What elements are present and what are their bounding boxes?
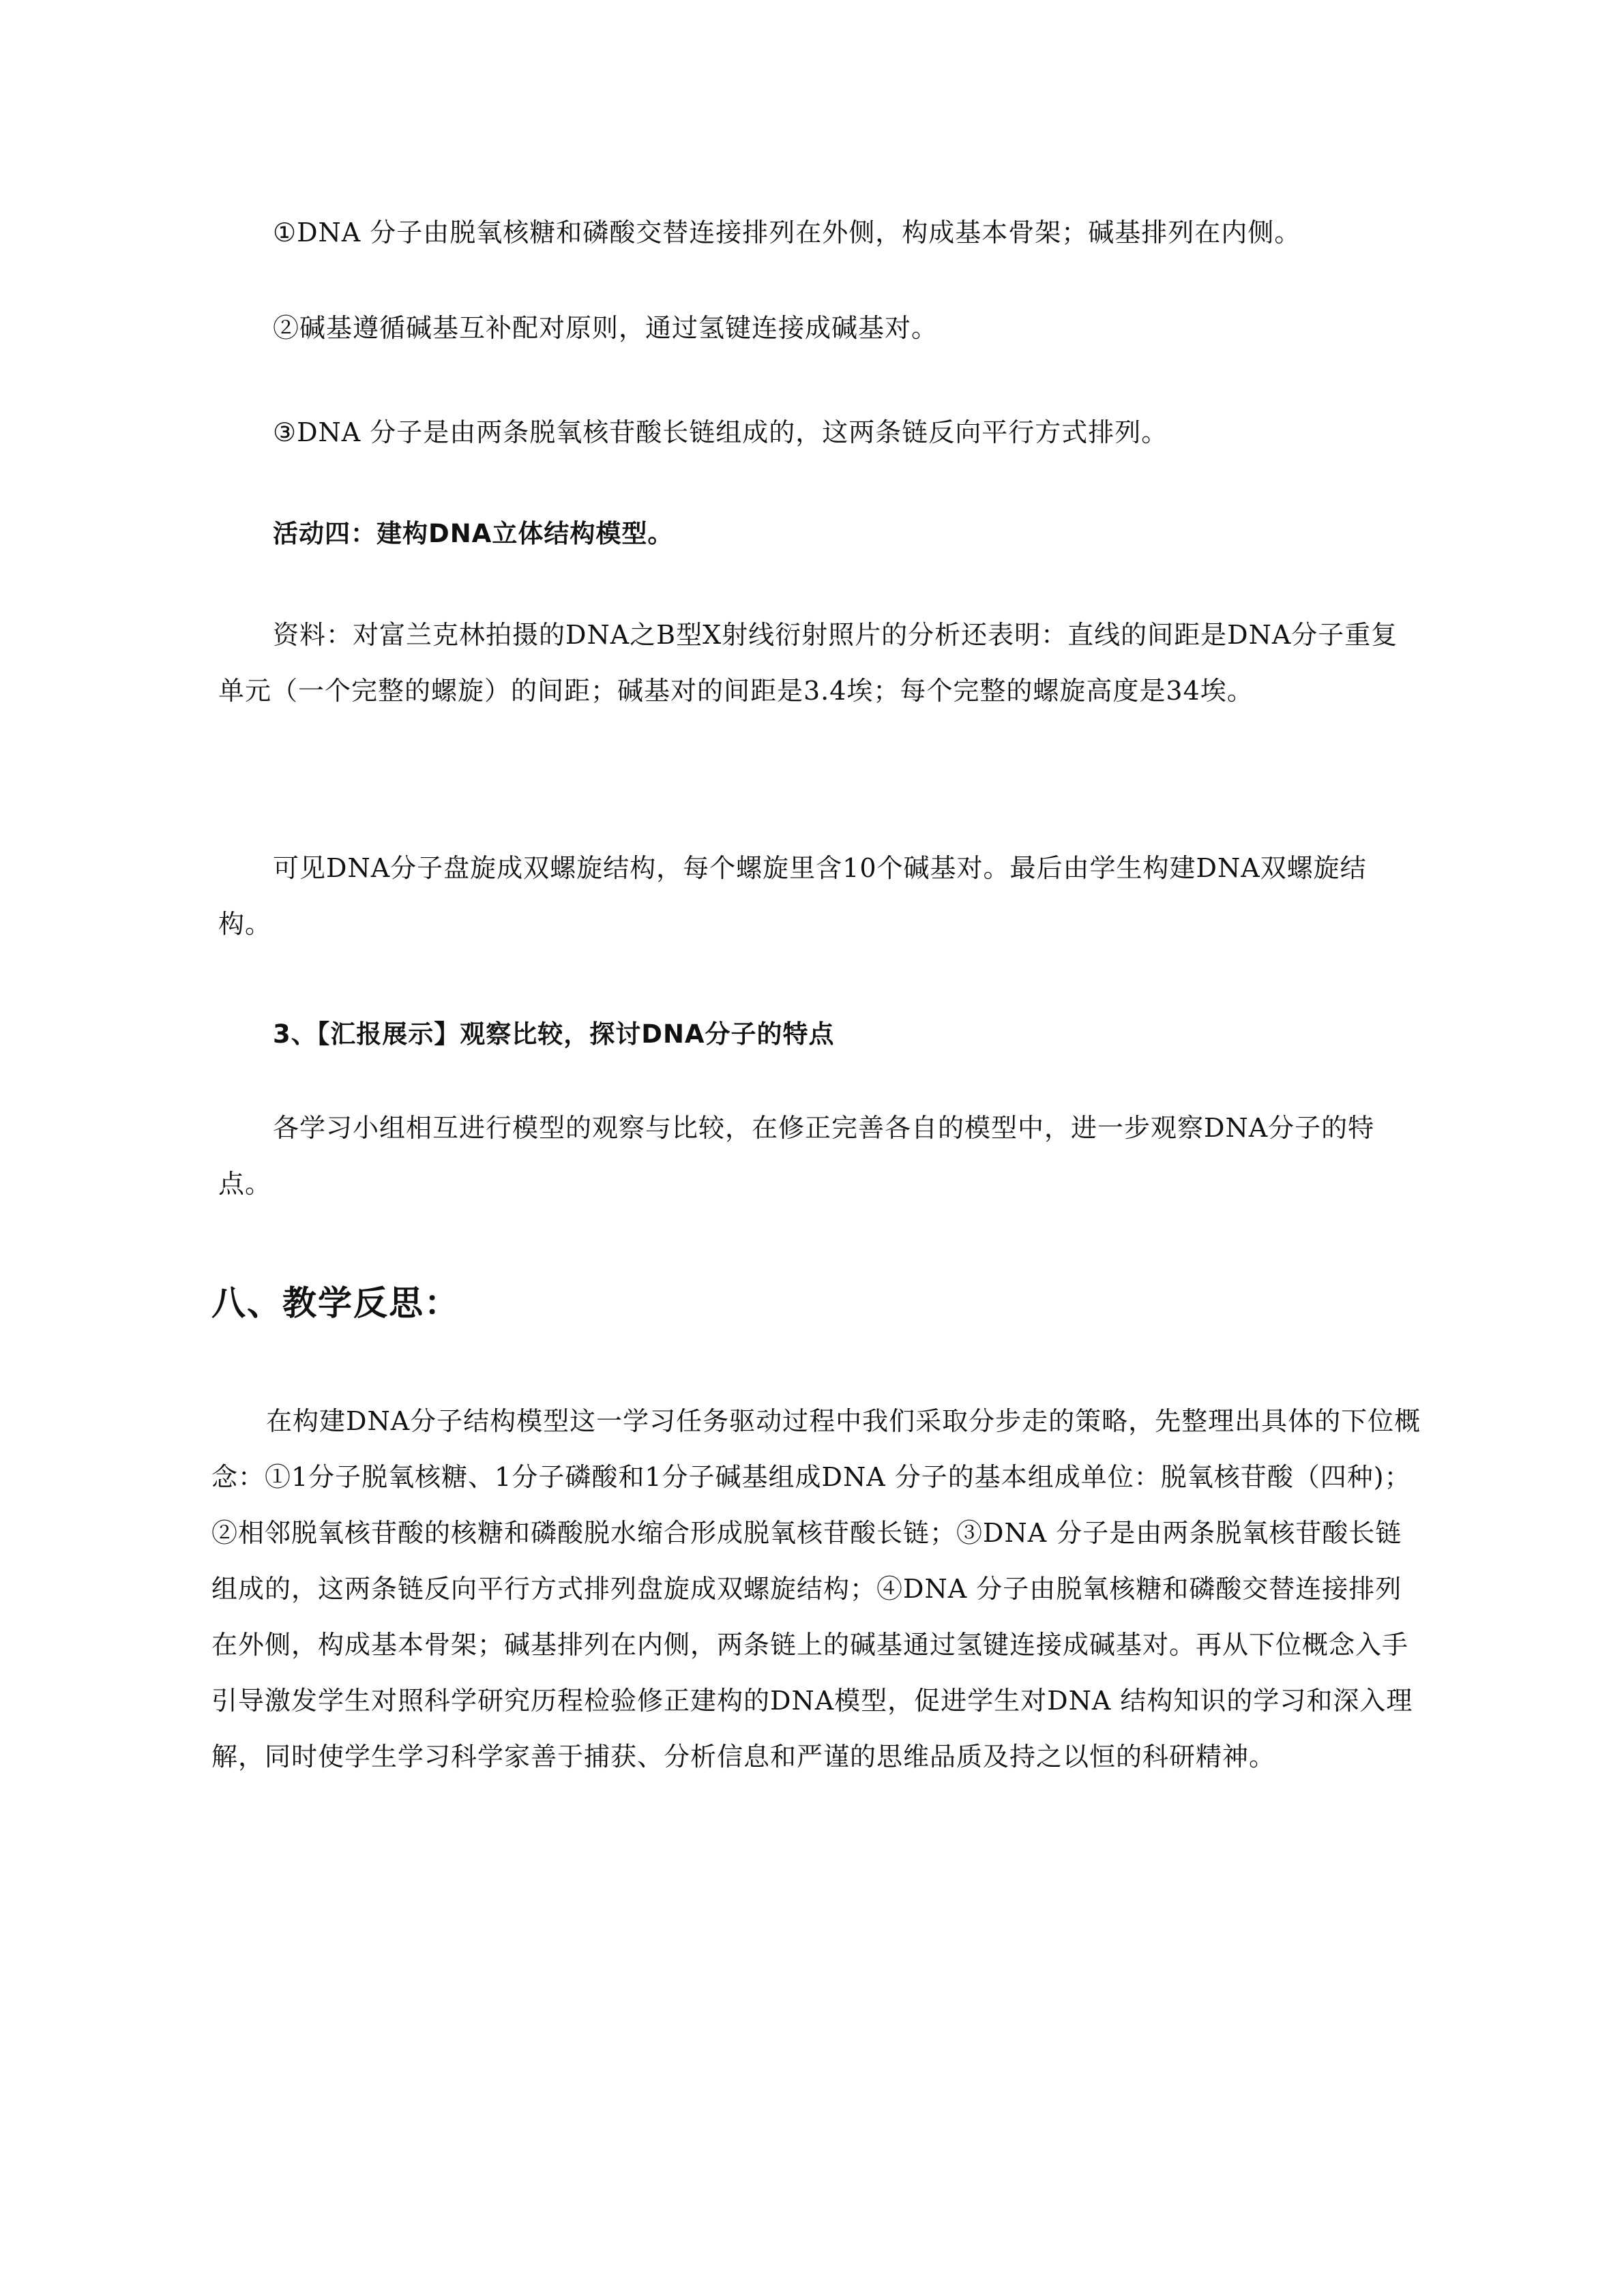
- material-paragraph: 资料：对富兰克林拍摄的DNA之B型X射线衍射照片的分析还表明：直线的间距是DNA分子重复单元（一个完整的螺旋）的间距；碱基对的间距是3.4埃；每个完整的螺旋高度是34埃。: [218, 620, 1398, 706]
- conclusion-paragraph: 可见DNA分子盘旋成双螺旋结构，每个螺旋里含10个碱基对。最后由学生构建DNA双螺旋结构。: [218, 853, 1367, 939]
- activity-4-title: 活动四：建构DNA立体结构模型。: [273, 519, 674, 548]
- report-title: 3、【汇报展示】观察比较，探讨DNA分子的特点: [273, 1019, 835, 1049]
- point-1: ①DNA 分子由脱氧核糖和磷酸交替连接排列在外侧，构成基本骨架；碱基排列在内侧。: [273, 218, 1301, 248]
- report-paragraph: 各学习小组相互进行模型的观察与比较，在修正完善各自的模型中，进一步观察DNA分子的特点。: [218, 1113, 1375, 1199]
- point-2: ②碱基遵循碱基互补配对原则，通过氢键连接成碱基对。: [273, 313, 939, 343]
- reflection-paragraph: 在构建DNA分子结构模型这一学习任务驱动过程中我们采取分步走的策略，先整理出具体的下位概念：①1分子脱氧核糖、1分子磷酸和1分子碱基组成DNA 分子的基本组成单位：脱氧核苷酸（四种)；②相邻脱氧核苷酸的核糖和磷酸脱水缩合形成脱氧核苷酸长链；③DNA 分子是由两条脱氧核苷酸长链组成的，这两条链反向平行方式排列盘旋成双螺旋结构；④DNA 分子由脱氧核糖和磷酸交替连接排列在外侧，构成基本骨架；碱基排列在内侧，两条链上的碱基通过氢键连接成碱基对。再从下位概念入手引导激发学生对照科学研究历程检验修正建构的DNA模型，促进学生对DNA 结构知识的学习和深入理解，同时使学生学习科学家善于捕获、分析信息和严谨的思维品质及持之以恒的科研精神。: [211, 1406, 1421, 1772]
- section-8-heading: 八、教学反思：: [211, 1283, 460, 1323]
- point-3: ③DNA 分子是由两条脱氧核苷酸长链组成的，这两条链反向平行方式排列。: [273, 417, 1168, 447]
